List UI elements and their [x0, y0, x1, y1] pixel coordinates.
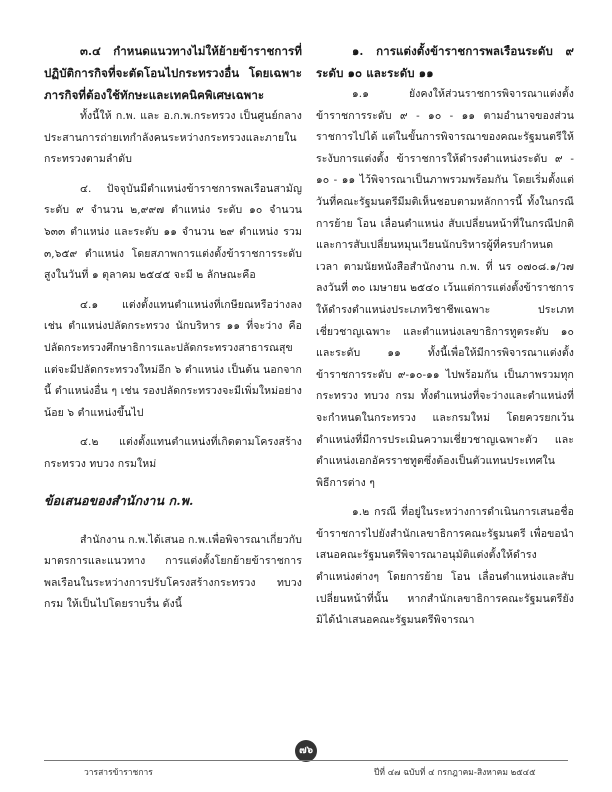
section-heading-proposal: ข้อเสนอของสำนักงาน ก.พ.: [44, 492, 194, 508]
paragraph-item-1-1: ๑.๑ ยังคงให้ส่วนราชการพิจารณาแต่งตั้งข้าราชการระดับ ๙ - ๑๐ - ๑๑ ตามอำนาจของส่วนราชการไปได้ แต่ในขั้นการพิจารณาของคณะรัฐมนตรีให้ระงับการแต่งตั้ง ข้าราชการให้ดำรงตำแหน่งระดับ ๙ - ๑๐ - ๑๑ ไว้พิจารณาเป็นภาพรวมพร้อมกัน โดยเริ่มตั้งแต่วันที่คณะรัฐมนตรีมีมติเห็นชอบตามหลักการนี้ ทั้งในกรณีการย้าย โอน เลื่อนตำแหน่ง สับเปลี่ยนหน้าที่ในกรณีปกติ และการสับเปลี่ยนหมุนเวียนนักบริหารผู้ที่ครบกำหนดเวลา ตามนัยหนังสือสำนักงาน ก.พ. ที่ นร ๐๗๐๘.๑/ว๗ ลงวันที่ ๓๐ เมษายน ๒๕๔๐ เว้นแต่การแต่งตั้งข้าราชการให้ดำรงตำแหน่งประเภทวิชาชีพเฉพาะ ประเภทเชี่ยวชาญเฉพาะ และตำแหน่งเลขาธิการทูตระดับ ๑๐ และระดับ ๑๑ ทั้งนี้เพื่อให้มีการพิจารณาแต่งตั้งข้าราชการระดับ ๙-๑๐-๑๑ ไปพร้อมกัน เป็นภาพรวมทุกกระทรวง ทบวง กรม ทั้งตำแหน่งที่จะว่างและตำแหน่งที่จะกำหนดในกระทรวง และกรมใหม่ โดยควรยกเว้นตำแหน่งที่มีการประเมินความเชี่ยวชาญเฉพาะตัว และตำแหน่งเอกอัครราชทูตซึ่งต้องเป็นตัวแทนประเทศในพิธีการต่าง ๆ: [316, 88, 574, 489]
paragraph-item-4-1: ๔.๑ แต่งตั้งแทนตำแหน่งที่เกษียณหรือว่างลง เช่น ตำแหน่งปลัดกระทรวง นักบริหาร ๑๑ ที่จะว่าง คือ ปลัดกระทรวงศึกษาธิการและปลัดกระทรวงสาธารณสุข แต่จะมีปลัดกระทรวงใหม่อีก ๖ ตำแหน่ง เป็นต้น นอกจากนี้ ตำแหน่งอื่น ๆ เช่น รองปลัดกระทรวงจะมีเพิ่มใหม่อย่างน้อย ๖ ตำแหน่งขึ้นไป: [44, 298, 302, 419]
page-number: ๗๖: [295, 740, 317, 762]
section-heading-1: ๑. การแต่งตั้งข้าราชการพลเรือนระดับ ๙ ระดับ ๑๐ และระดับ ๑๑: [316, 44, 574, 80]
paragraph-item-1-2: ๑.๒ กรณี ที่อยู่ในระหว่างการดำเนินการเสนอชื่อข้าราชการไปยังสำนักเลขาธิการคณะรัฐมนตรี เพื่อขอนำเสนอคณะรัฐมนตรีพิจารณาอนุมัติแต่งตั้งให้ดำรงตำแหน่งต่างๆ โดยการย้าย โอน เลื่อนตำแหน่งและสับเปลี่ยนหน้าที่นั้น หากสำนักเลขาธิการคณะรัฐมนตรียังมิได้นำเสนอคณะรัฐมนตรีพิจารณา: [316, 506, 574, 627]
left-column: [44, 40, 302, 616]
paragraph-proposal: สำนักงาน ก.พ.ได้เสนอ ก.พ.เพื่อพิจารณาเกี่ยวกับมาตรการและแนวทาง การแต่งตั้งโยกย้ายข้าราชการพลเรือนในระหว่างการปรับโครงสร้างกระทรวง ทบวง กรม ให้เป็นไปโดยราบรื่น ดังนี้: [44, 533, 302, 611]
page-footer: [44, 760, 568, 777]
right-column: [316, 40, 574, 632]
footer-issue-info: ปีที่ ๔๗ ฉบับที่ ๔ กรกฎาคม-สิงหาคม ๒๕๔๕: [374, 768, 536, 778]
footer-journal-name: วารสารข้าราชการ: [84, 768, 153, 778]
paragraph-item-4-2: ๔.๒ แต่งตั้งแทนตำแหน่งที่เกิดตามโครงสร้างกระทรวง ทบวง กรมใหม่: [44, 436, 302, 470]
paragraph-responsibility: ทั้งนี้ให้ ก.พ. และ อ.ก.พ.กระทรวง เป็นศูนย์กลางประสานการถ่ายเทกำลังคนระหว่างกระทรวงและภายในกระทรวงตามลำดับ: [44, 110, 302, 166]
section-heading-3-4: ๓.๔ กำหนดแนวทางไม่ให้ย้ายข้าราชการที่ปฏิบัติการกิจที่จะตัดโอนไปกระทรวงอื่น โดยเฉพาะภารกิจที่ต้องใช้ทักษะและเทคนิคพิเศษเฉพาะ: [44, 44, 302, 102]
paragraph-item-4: ๔. ปัจจุบันมีตำแหน่งข้าราชการพลเรือนสามัญระดับ ๙ จำนวน ๒,๙๙๗ ตำแหน่ง ระดับ ๑๐ จำนวน ๖๓๓ ตำแหน่ง และระดับ ๑๑ จำนวน ๒๙ ตำแหน่ง รวม ๓,๖๕๙ ตำแหน่ง โดยสภาพการแต่งตั้งข้าราชการระดับสูงในวันที่ ๑ ตุลาคม ๒๕๔๕ จะมี ๒ ลักษณะคือ: [44, 182, 302, 282]
